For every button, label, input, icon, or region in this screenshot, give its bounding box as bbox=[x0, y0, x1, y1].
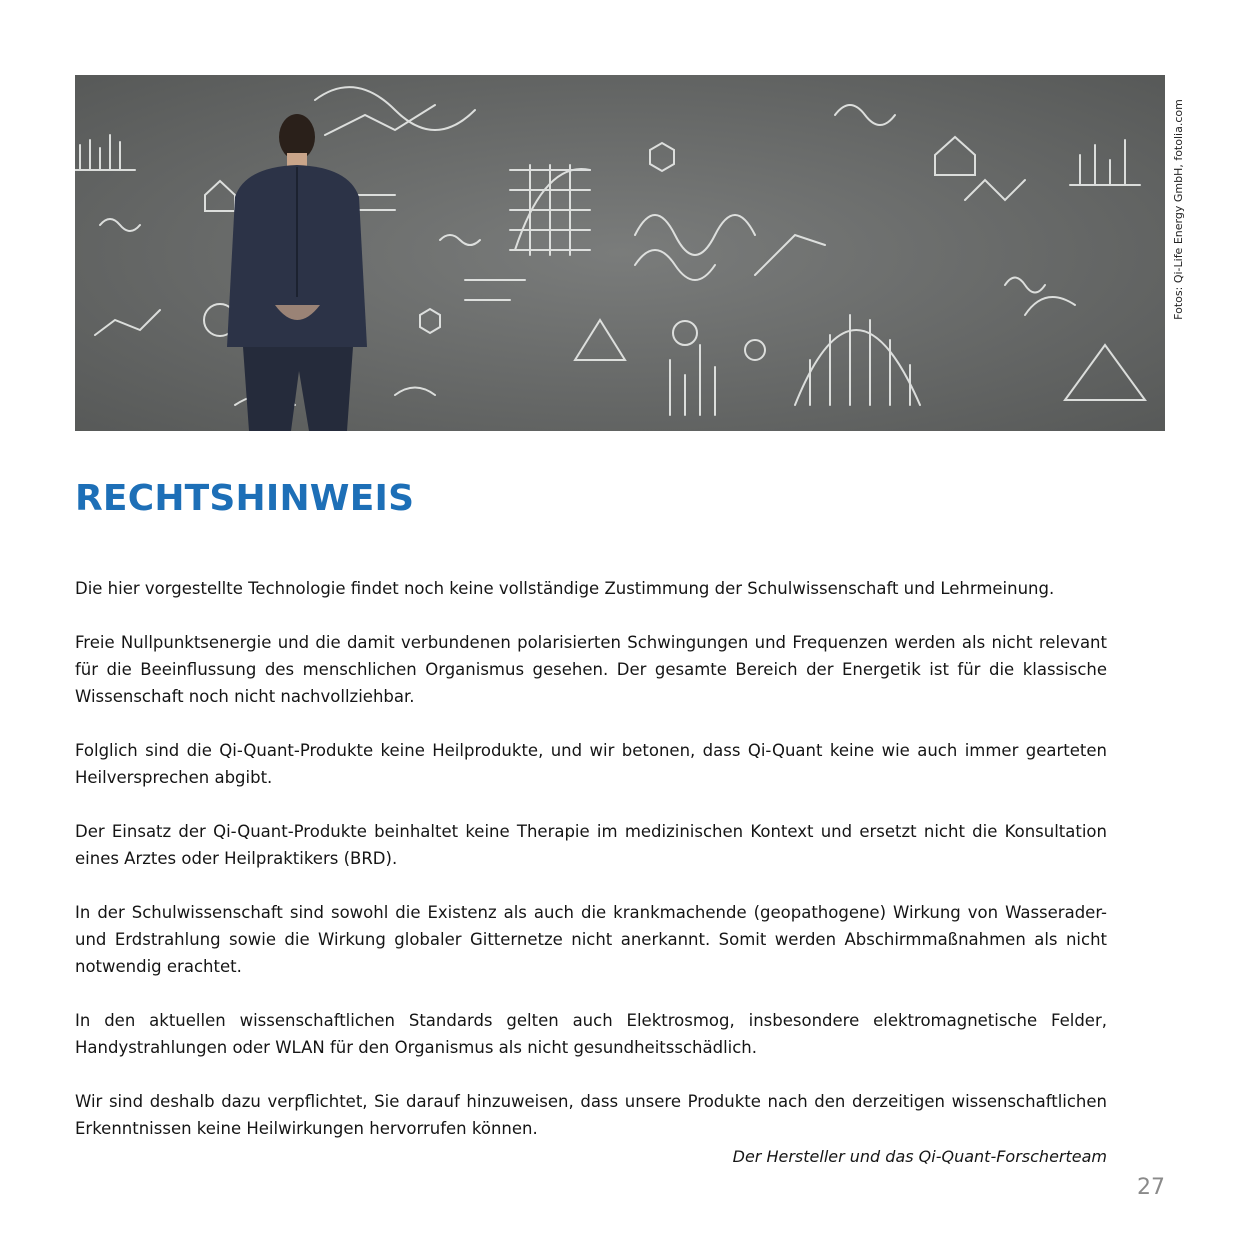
paragraph-2: Freie Nullpunktsenergie und die damit verbundenen polarisierten Schwingungen und Frequenzen werden als nicht relevant für die Beeinflussung des menschlichen Organismus gesehen. Der gesamte Bereich der Energetik ist für die klassische Wissenschaft noch nicht nachvollziehbar. bbox=[75, 633, 1107, 706]
paragraph-6: In den aktuellen wissenschaftlichen Standards gelten auch Elektrosmog, insbesondere elektromagnetische Felder, Handystrahlungen oder WLAN für den Organismus als nicht gesundheitsschädlich. bbox=[75, 1011, 1107, 1057]
hero-image bbox=[75, 75, 1165, 431]
paragraph-3: Folglich sind die Qi-Quant-Produkte keine Heilprodukte, und wir betonen, dass Qi-Quant keine wie auch immer gearteten Heilversprechen abgibt. bbox=[75, 741, 1107, 787]
signature: Der Hersteller und das Qi-Quant-Forscherteam bbox=[732, 1147, 1107, 1166]
photo-credit bbox=[1167, 78, 1189, 340]
paragraph-4: Der Einsatz der Qi-Quant-Produkte beinhaltet keine Therapie im medizinischen Kontext und ersetzt nicht die Konsultation eines Arztes oder Heilpraktikers (BRD). bbox=[75, 822, 1107, 868]
legal-notice-body bbox=[75, 575, 1107, 1142]
paragraph-7: Wir sind deshalb dazu verpflichtet, Sie darauf hinzuweisen, dass unsere Produkte nach den derzeitigen wissenschaftlichen Erkenntnissen keine Heilwirkungen hervorrufen können. bbox=[75, 1092, 1107, 1138]
paragraph-5: In der Schulwissenschaft sind sowohl die Existenz als auch die krankmachende (geopathogene) Wirkung von Wasserader- und Erdstrahlung sowie die Wirkung globaler Gitternetze nicht anerkannt. Somit werden Abschirmmaßnahmen als nicht notwendig erachtet. bbox=[75, 903, 1107, 976]
page-title: RECHTSHINWEIS bbox=[75, 478, 415, 519]
page-number: 27 bbox=[1137, 1175, 1165, 1200]
paragraph-1: Die hier vorgestellte Technologie findet noch keine vollständige Zustimmung der Schulwissenschaft und Lehrmeinung. bbox=[75, 579, 1055, 598]
photo-credit-text: Fotos: Qi-Life Energy GmbH, fotolia.com bbox=[1171, 98, 1185, 320]
